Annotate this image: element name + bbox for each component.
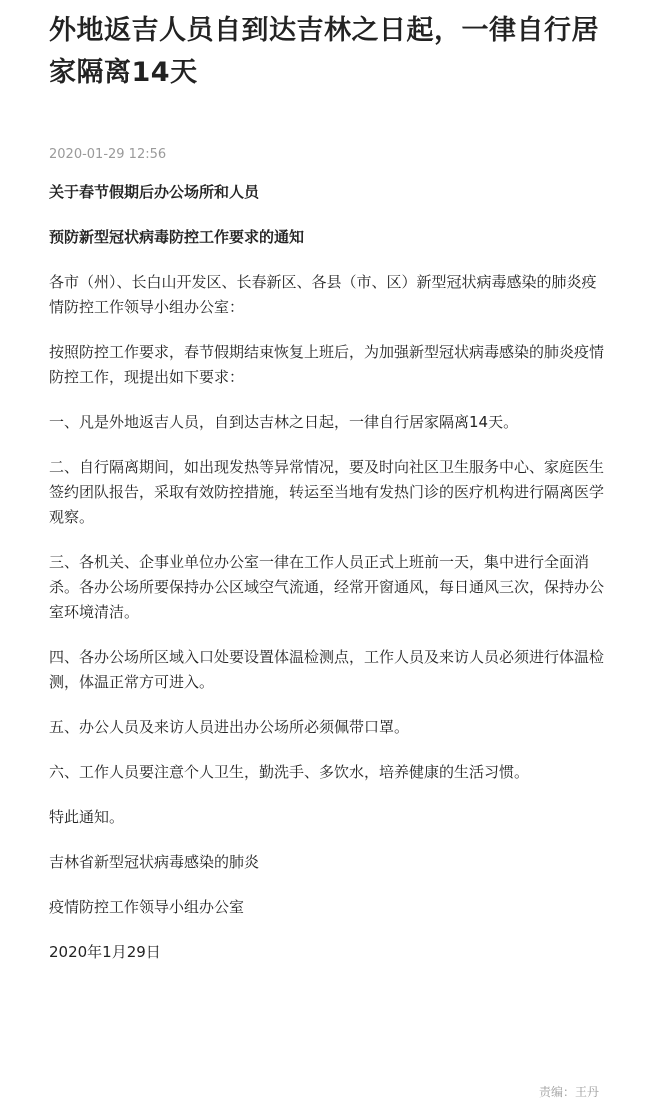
addressee-paragraph: 各市（州）、长白山开发区、长春新区、各县（市、区）新型冠状病毒感染的肺炎疫情防控工作领导小组办公室： bbox=[49, 273, 597, 316]
intro-paragraph: 按照防控工作要求，春节假期结束恢复上班后，为加强新型冠状病毒感染的肺炎疫情防控工作，现提出如下要求： bbox=[49, 343, 605, 386]
notice-heading-line-1: 关于春节假期后办公场所和人员 bbox=[49, 183, 260, 201]
signature-line-2: 疫情防控工作领导小组办公室 bbox=[49, 898, 245, 916]
requirement-6-paragraph: 六、工作人员要注意个人卫生，勤洗手、多饮水，培养健康的生活习惯。 bbox=[49, 763, 530, 781]
notice-heading-line-2: 预防新型冠状病毒防控工作要求的通知 bbox=[49, 228, 305, 246]
requirement-2-paragraph: 二、自行隔离期间，如出现发热等异常情况，要及时向社区卫生服务中心、家庭医生签约团队报告，采取有效防控措施，转运至当地有发热门诊的医疗机构进行隔离医学观察。 bbox=[49, 458, 605, 526]
requirement-5-paragraph: 五、办公人员及来访人员进出办公场所必须佩带口罩。 bbox=[49, 718, 410, 736]
requirement-3-paragraph: 三、各机关、企事业单位办公室一律在工作人员正式上班前一天，集中进行全面消杀。各办公场所要保持办公区域空气流通，经常开窗通风，每日通风三次，保持办公室环境清洁。 bbox=[49, 553, 605, 621]
article-title: 外地返吉人员自到达吉林之日起，一律自行居家隔离14天 bbox=[49, 15, 599, 88]
article bbox=[49, 0, 609, 985]
signature-line-1: 吉林省新型冠状病毒感染的肺炎 bbox=[49, 853, 260, 871]
editor-credit: 责编：王丹 bbox=[538, 1085, 599, 1099]
article-body bbox=[49, 180, 609, 965]
requirement-1-paragraph: 一、凡是外地返吉人员，自到达吉林之日起，一律自行居家隔离14天。 bbox=[49, 413, 519, 431]
requirement-4-paragraph: 四、各办公场所区域入口处要设置体温检测点，工作人员及来访人员必须进行体温检测，体温正常方可进入。 bbox=[49, 648, 605, 691]
publish-datetime: 2020-01-29 12:56 bbox=[49, 147, 167, 162]
closing-paragraph: 特此通知。 bbox=[49, 808, 125, 826]
signature-date: 2020年1月29日 bbox=[49, 943, 161, 961]
